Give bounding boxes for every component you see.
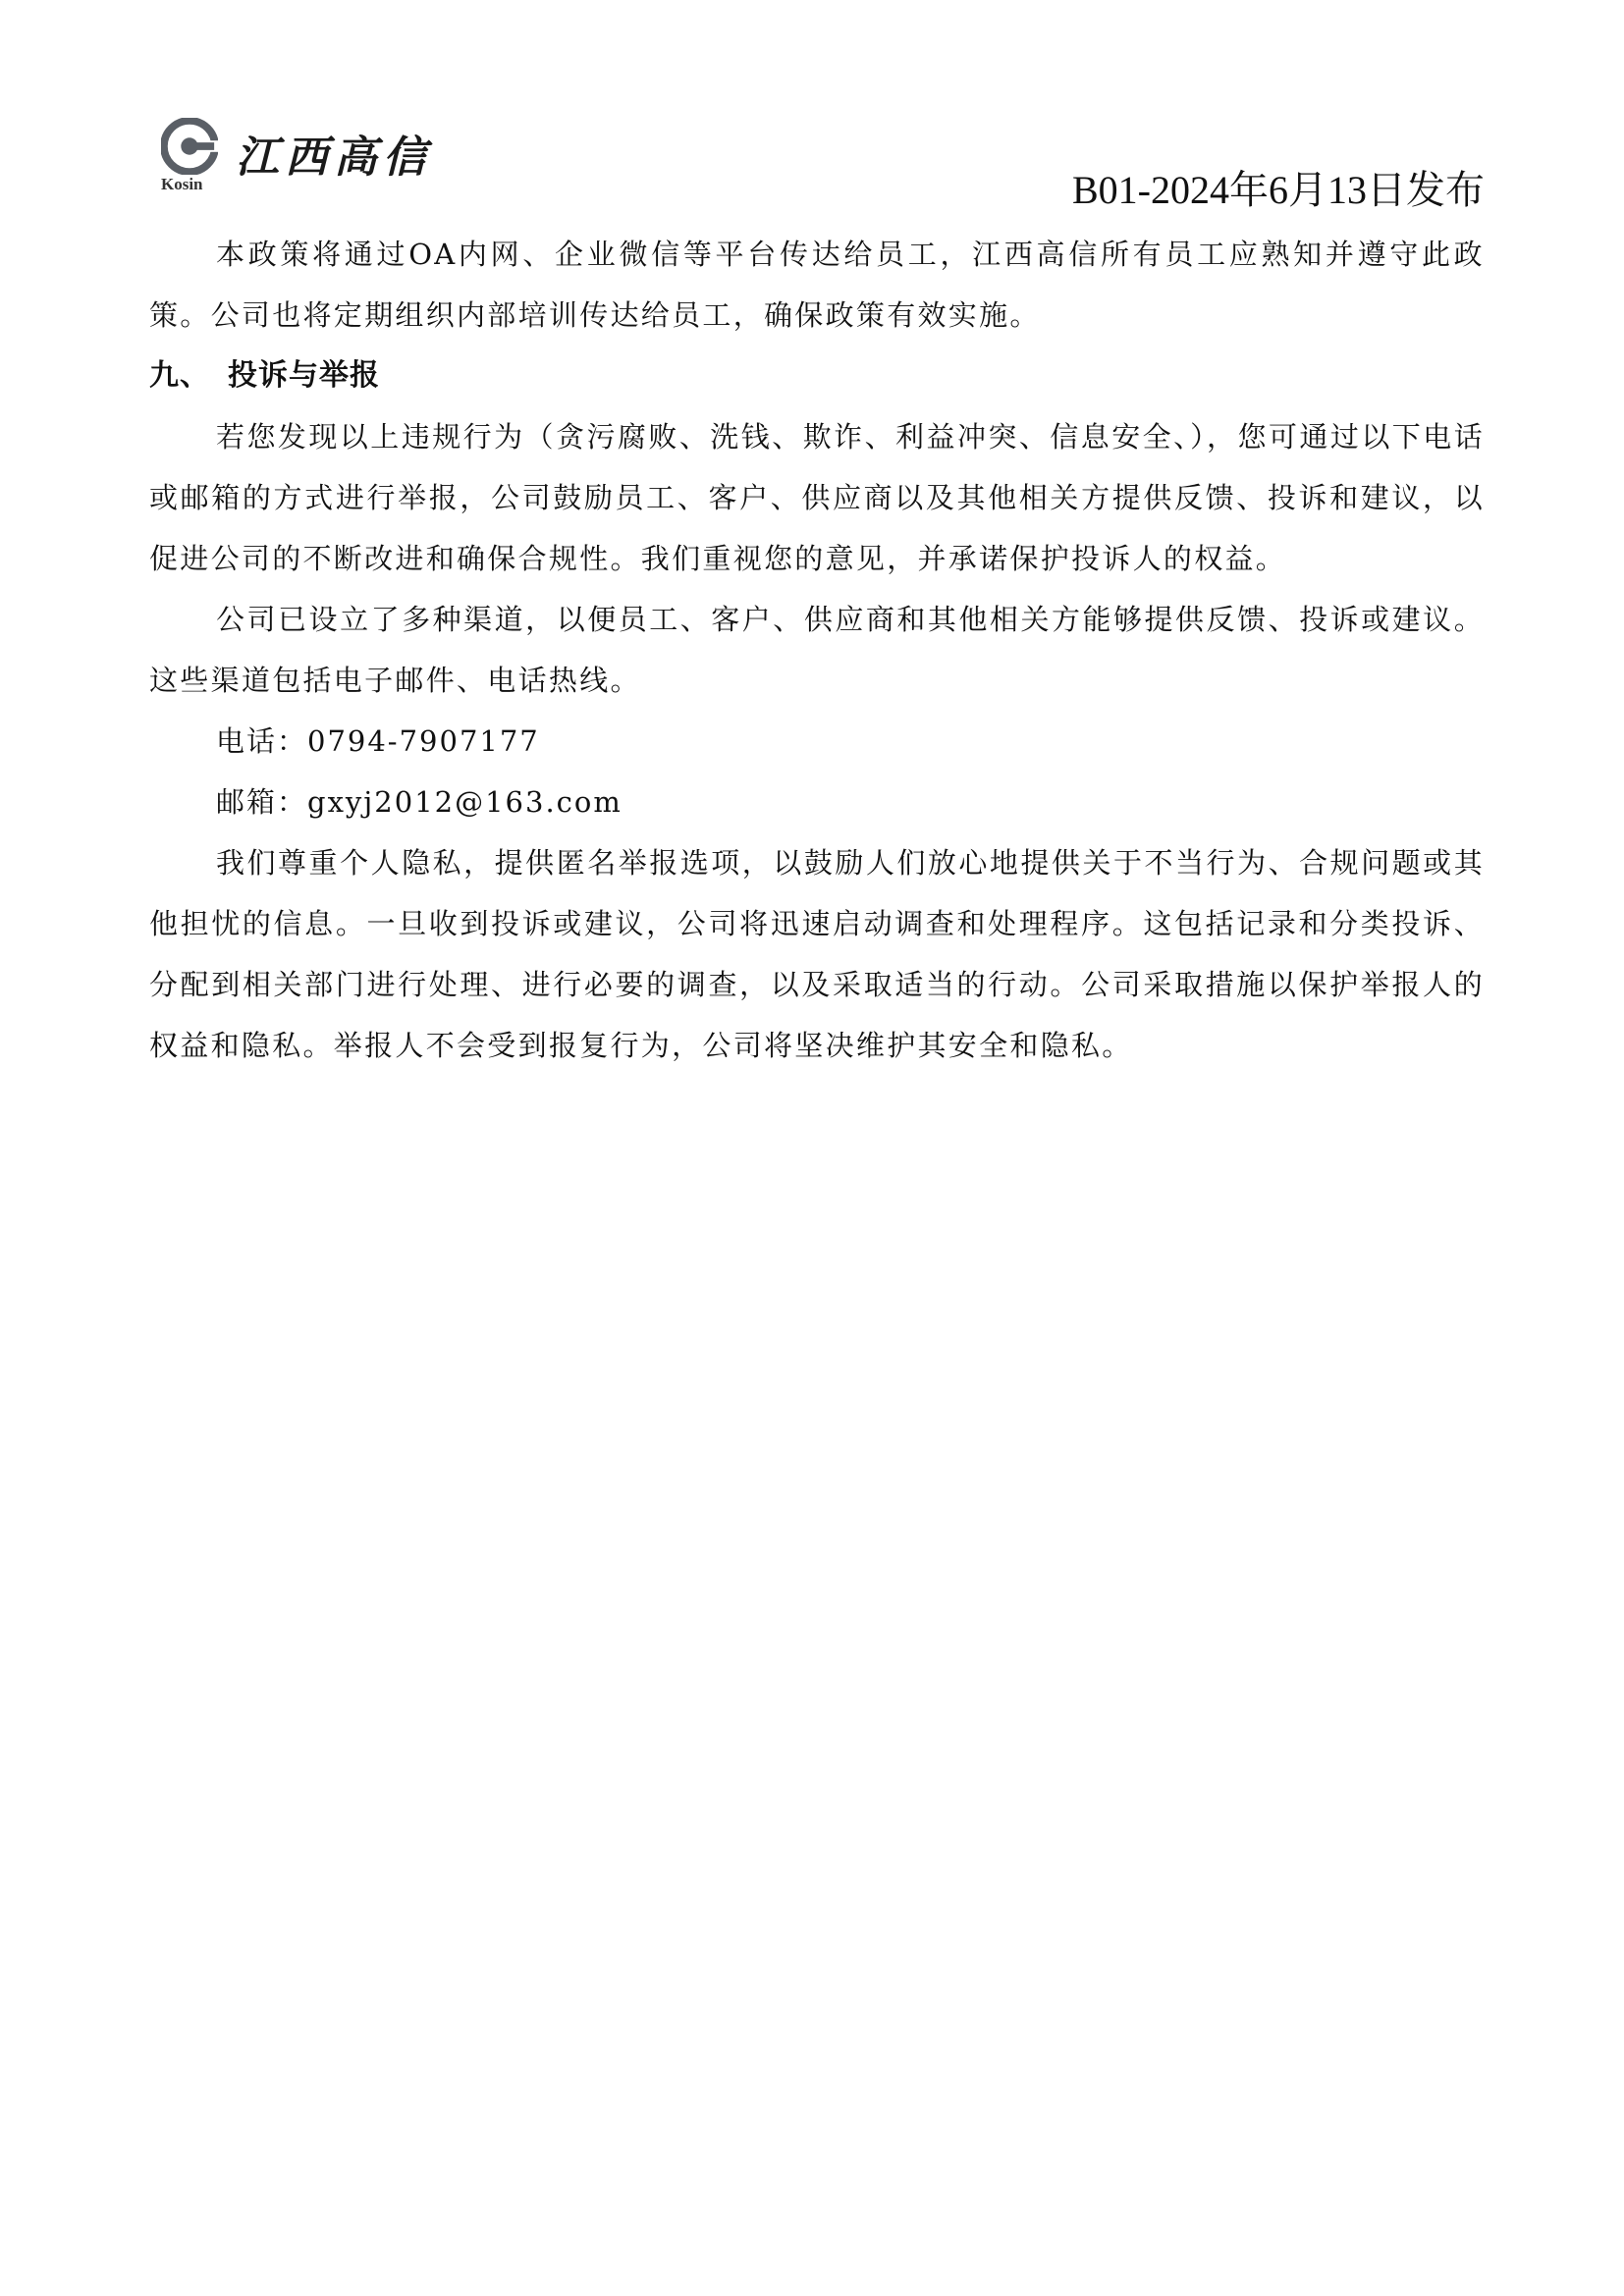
section-heading bbox=[149, 346, 1485, 406]
publish-date: B01-2024年6月13日发布 bbox=[1072, 168, 1485, 212]
report-paragraph: 若您发现以上违规行为（贪污腐败、洗钱、欺诈、利益冲突、信息安全、），您可通过以下电话或邮箱的方式进行举报，公司鼓励员工、客户、供应商以及其他相关方提供反馈、投诉和建议，以促进公司的不断改进和确保合规性。我们重视您的意见，并承诺保护投诉人的权益。 bbox=[149, 420, 1485, 575]
intro-paragraph: 本政策将通过OA内网、企业微信等平台传达给员工，江西高信所有员工应熟知并遵守此政策。公司也将定期组织内部培训传达给员工，确保政策有效实施。 bbox=[149, 238, 1485, 332]
document-body bbox=[149, 224, 1485, 1076]
section-title: 投诉与举报 bbox=[228, 358, 380, 393]
phone-line: 电话：0794-7907177 bbox=[216, 724, 540, 758]
channels-paragraph: 公司已设立了多种渠道，以便员工、客户、供应商和其他相关方能够提供反馈、投诉或建议。这些渠道包括电子邮件、电话热线。 bbox=[149, 603, 1485, 697]
logo-chinese-name: 江西高信 bbox=[236, 133, 432, 183]
logo-english-name: Kosin bbox=[161, 175, 203, 193]
email-line: 邮箱：gxyj2012@163.com bbox=[216, 785, 623, 819]
section-number: 九、 bbox=[149, 358, 210, 393]
privacy-paragraph: 我们尊重个人隐私，提供匿名举报选项，以鼓励人们放心地提供关于不当行为、合规问题或其他担忧的信息。一旦收到投诉或建议，公司将迅速启动调查和处理程序。这包括记录和分类投诉、分配到相关部门进行处理、进行必要的调查，以及采取适当的行动。公司采取措施以保护举报人的权益和隐私。举报人不会受到报复行为，公司将坚决维护其安全和隐私。 bbox=[149, 846, 1485, 1062]
kosin-logo-icon bbox=[161, 118, 218, 175]
company-logo bbox=[157, 116, 432, 204]
